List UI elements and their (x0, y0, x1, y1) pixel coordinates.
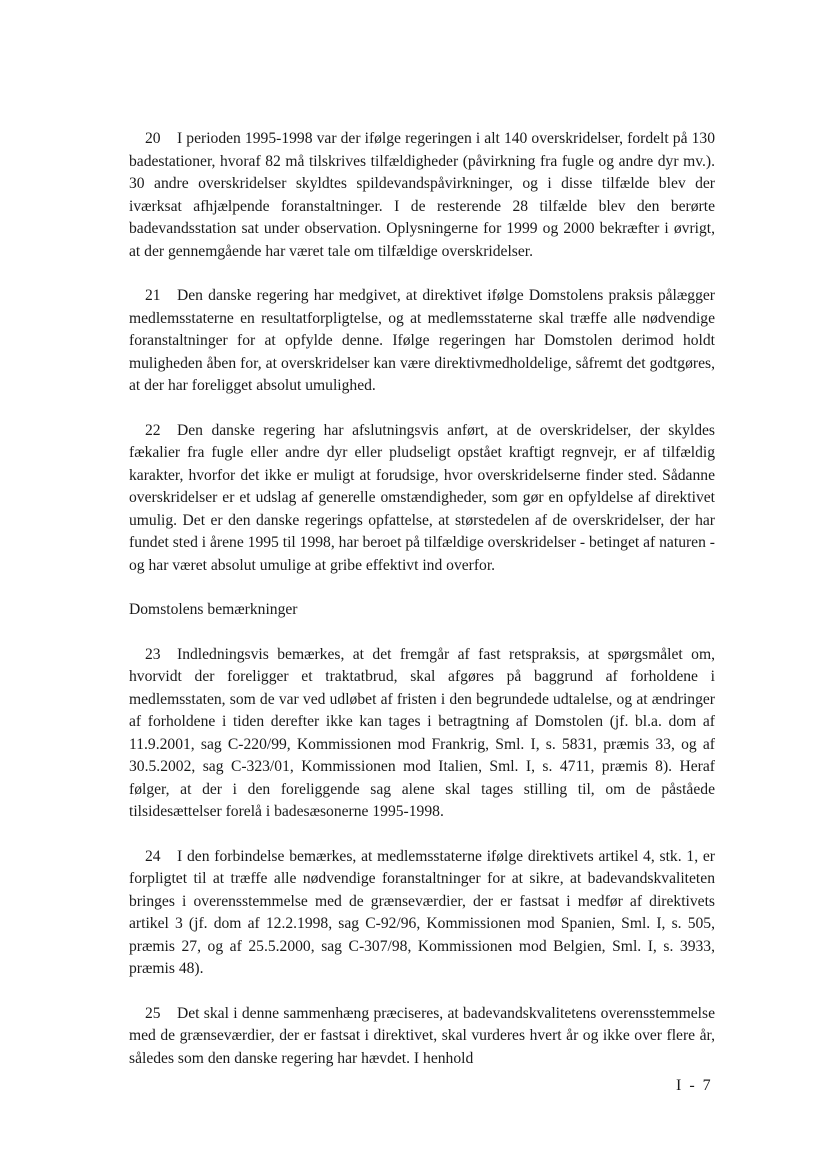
paragraph-number: 22 (145, 421, 161, 439)
section-heading: Domstolens bemærkninger (129, 601, 298, 618)
paragraph-22 (129, 420, 715, 578)
paragraph-text: I den forbindelse bemærkes, at medlemsstaterne ifølge direktivets artikel 4, stk. 1, er forpligtet til at træffe alle nødvendige foranstaltninger for at sikre, at badevandskvaliteten bringes i overensstemmelse med de grænseværdier, der er fastsat i medfør af direktivets artikel 3 (jf. dom af 12.2.1998, sag C-92/96, Kommissionen mod Spanien, Sml. I, s. 505, præmis 27, og af 25.5.2000, sag C-307/98, Kommissionen mod Belgien, Sml. I, s. 3933, præmis 48). (129, 847, 715, 977)
paragraph-number: 25 (145, 1004, 161, 1022)
paragraph-text: Den danske regering har afslutningsvis anført, at de overskridelser, der skyldes fækalier fra fugle eller andre dyr eller pludseligt opstået kraftigt regnvejr, er af tilfældig karakter, hvorfor det ikke er muligt at forudsige, hvor overskridelserne finder sted. Sådanne overskridelser er et udslag af generelle omstændigheder, som gør en opfyldelse af direktivet umulig. Det er den danske regerings opfattelse, at størstedelen af de overskridelser, der har fundet sted i årene 1995 til 1998, har beroet på tilfældige overskridelser - betinget af naturen - og har været absolut umulige at gribe effektivt ind overfor. (129, 421, 715, 574)
paragraph-text: Den danske regering har medgivet, at direktivet ifølge Domstolens praksis pålægger medlemsstaterne en resultatforpligtelse, og at medlemsstaterne skal træffe alle nødvendige foranstaltninger for at opfylde denne. Ifølge regeringen har Domstolen derimod holdt muligheden åben for, at overskridelser kan være direktivmedholdelige, såfremt det godtgøres, at der har foreligget absolut umulighed. (129, 287, 715, 394)
document-body (129, 128, 715, 1092)
paragraph-text: I perioden 1995-1998 var der ifølge regeringen i alt 140 overskridelser, fordelt på 130 badestationer, hvoraf 82 må tilskrives tilfældigheder (påvirkning fra fugle og andre dyr mv.). 30 andre overskridelser skyldtes spildevandspåvirkninger, og i disse tilfælde blev der iværksat afhjælpende foranstaltninger. I de resterende 28 tilfælde blev den berørte badevandsstation sat under observation. Oplysningerne for 1999 og 2000 bekræfter i øvrigt, at der gennemgående har været tale om tilfældige overskridelser. (129, 130, 715, 260)
paragraph-number: 23 (145, 645, 161, 663)
paragraph-number: 21 (145, 287, 161, 304)
paragraph-24 (129, 846, 715, 981)
paragraph-text: Det skal i denne sammenhæng præciseres, at badevandskvalitetens overensstemmelse med de grænseværdier, der er fastsat i direktivet, skal vurderes hvert år og ikke over flere år, således som den danske regering har hævdet. I henhold (129, 1004, 715, 1067)
paragraph-text: Indledningsvis bemærkes, at det fremgår af fast retspraksis, at spørgsmålet om, hvorvidt der foreligger et traktatbrud, skal afgøres på baggrund af forholdene i medlemsstaten, som de var ved udløbet af fristen i den begrundede udtalelse, og at ændringer af forholdene i tiden derefter ikke kan tages i betragtning af Domstolen (jf. bl.a. dom af 11.9.2001, sag C-220/99, Kommissionen mod Frankrig, Sml. I, s. 5831, præmis 33, og af 30.5.2002, sag C-323/01, Kommissionen mod Italien, Sml. I, s. 4711, præmis 8). Heraf følger, at der i den foreliggende sag alene skal tages stilling til, om de påståede tilsidesættelser forelå i badesæsonerne 1995-1998. (129, 645, 715, 820)
paragraph-23 (129, 644, 715, 824)
page-number: I - 7 (676, 1077, 713, 1094)
paragraph-25 (129, 1003, 715, 1071)
paragraph-21 (129, 285, 715, 398)
paragraph-20 (129, 128, 715, 263)
paragraph-number: 24 (145, 847, 161, 865)
paragraph-number: 20 (145, 130, 161, 147)
